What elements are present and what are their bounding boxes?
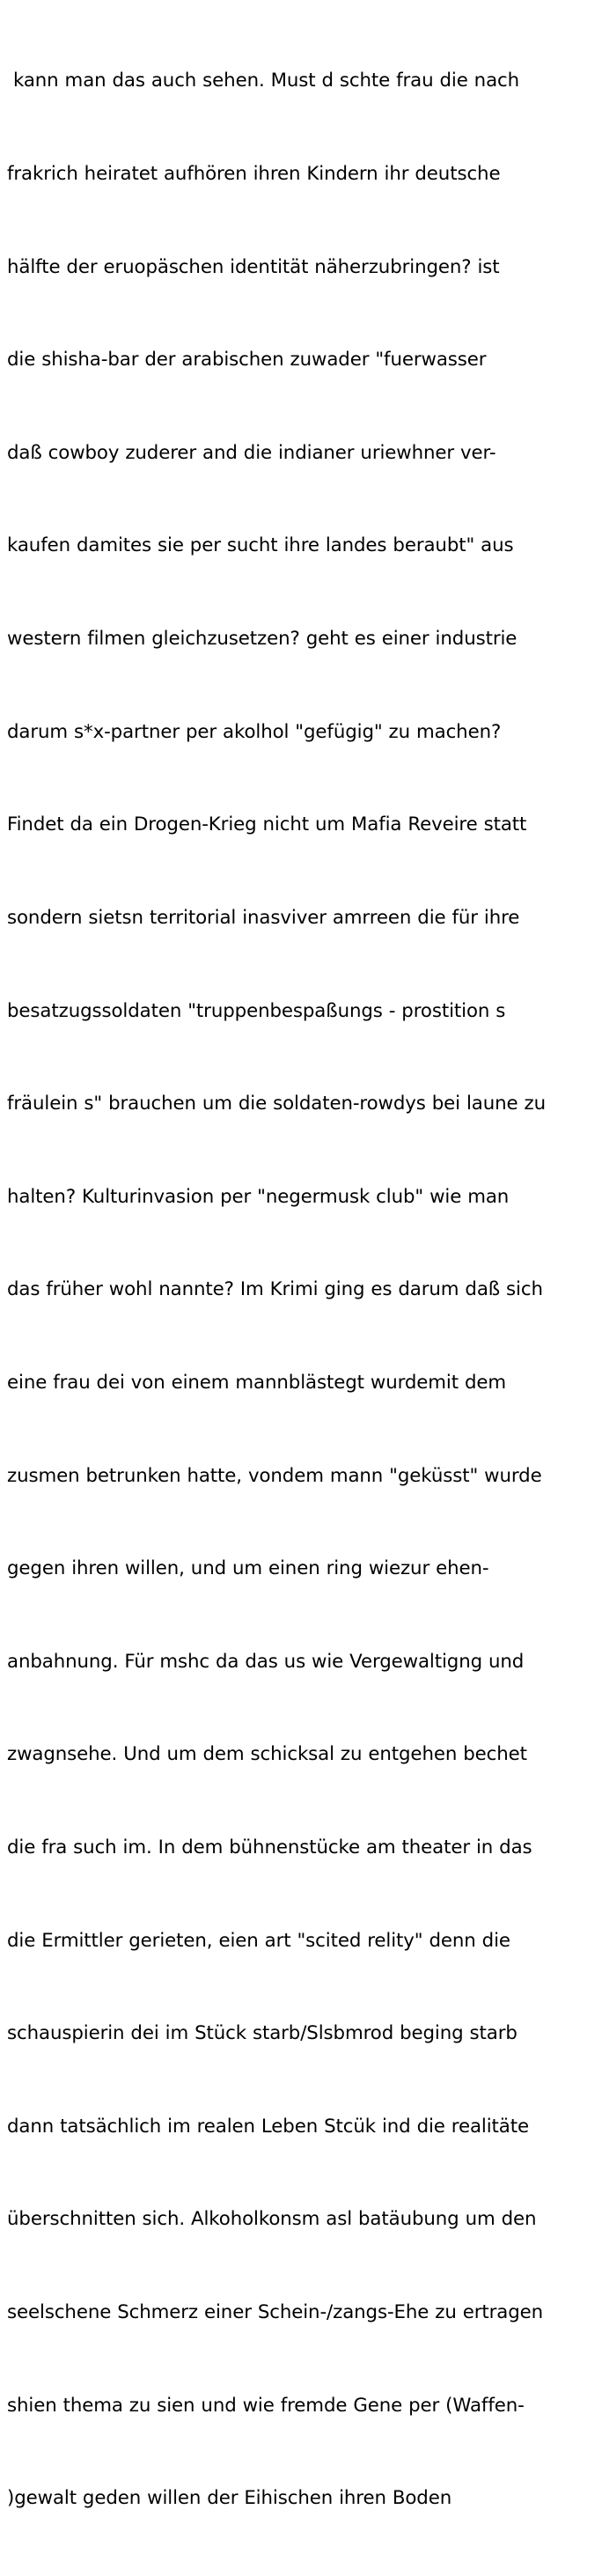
text-line: darum s*x-partner per akolhol "gefügig" zu machen?	[7, 720, 502, 743]
text-line: hälfte der eruopäschen identität näherzubringen? ist	[7, 255, 500, 278]
text-line: frakrich heiratet aufhören ihren Kindern ihr deutsche	[7, 163, 501, 186]
text-line: zusmen betrunken hatte, vondem mann "geküsst" wurde	[7, 1464, 542, 1487]
text-line: fräulein s" brauchen um die soldaten-rowdys bei laune zu	[7, 1093, 546, 1115]
text-line: daß cowboy zuderer and die indianer uriewhner ver-	[7, 441, 496, 464]
text-line: seelschene Schmerz einer Schein-/zangs-Ehe zu ertragen	[7, 2301, 544, 2324]
text-line: die shisha-bar der arabischen zuwader "fuerwasser	[7, 349, 487, 372]
text-line: gegen ihren willen, und um einen ring wiezur ehen-	[7, 1557, 489, 1580]
text-line: überschnitten sich. Alkoholkonsm asl batäubung um den	[7, 2208, 537, 2231]
text-line: anbahnung. Für mshc da das us wie Vergewaltigng und	[7, 1650, 525, 1673]
text-line: eine frau dei von einem mannblästegt wurdemit dem	[7, 1371, 507, 1394]
text-line: die fra such im. In dem bühnenstücke am theater in das	[7, 1836, 532, 1858]
text-line: zwagnsehe. Und um dem schicksal zu entgehen bechet	[7, 1743, 527, 1766]
text-line: besatzugssoldaten "truppenbespaßungs - prostition s	[7, 999, 506, 1022]
text-line: kann man das auch sehen. Must d schte frau die nach	[7, 70, 520, 92]
text-line: kaufen damites sie per sucht ihre landes beraubt" aus	[7, 534, 514, 557]
text-line: halten? Kulturinvasion per "negermusk club" wie man	[7, 1185, 510, 1208]
text-line: das früher wohl nannte? Im Krimi ging es darum daß sich	[7, 1278, 543, 1301]
text-line: Findet da ein Drogen-Krieg nicht um Mafia Reveire statt	[7, 813, 527, 836]
document-text-block	[7, 4, 597, 2576]
text-line: sondern sietsn territorial inasviver amrreen die für ihre	[7, 906, 520, 929]
text-line: western filmen gleichzusetzen? geht es einer industrie	[7, 628, 518, 651]
text-line: dann tatsächlich im realen Leben Stcük ind die realitäte	[7, 2115, 530, 2138]
text-line: )gewalt geden willen der Eihischen ihren Boden	[7, 2487, 452, 2510]
text-line: shien thema zu sien und wie fremde Gene per (Waffen-	[7, 2394, 525, 2417]
text-line: schauspierin dei im Stück starb/Slsbmrod beging starb	[7, 2022, 518, 2045]
text-line: die Ermittler gerieten, eien art "scited relity" denn die	[7, 1929, 510, 1952]
